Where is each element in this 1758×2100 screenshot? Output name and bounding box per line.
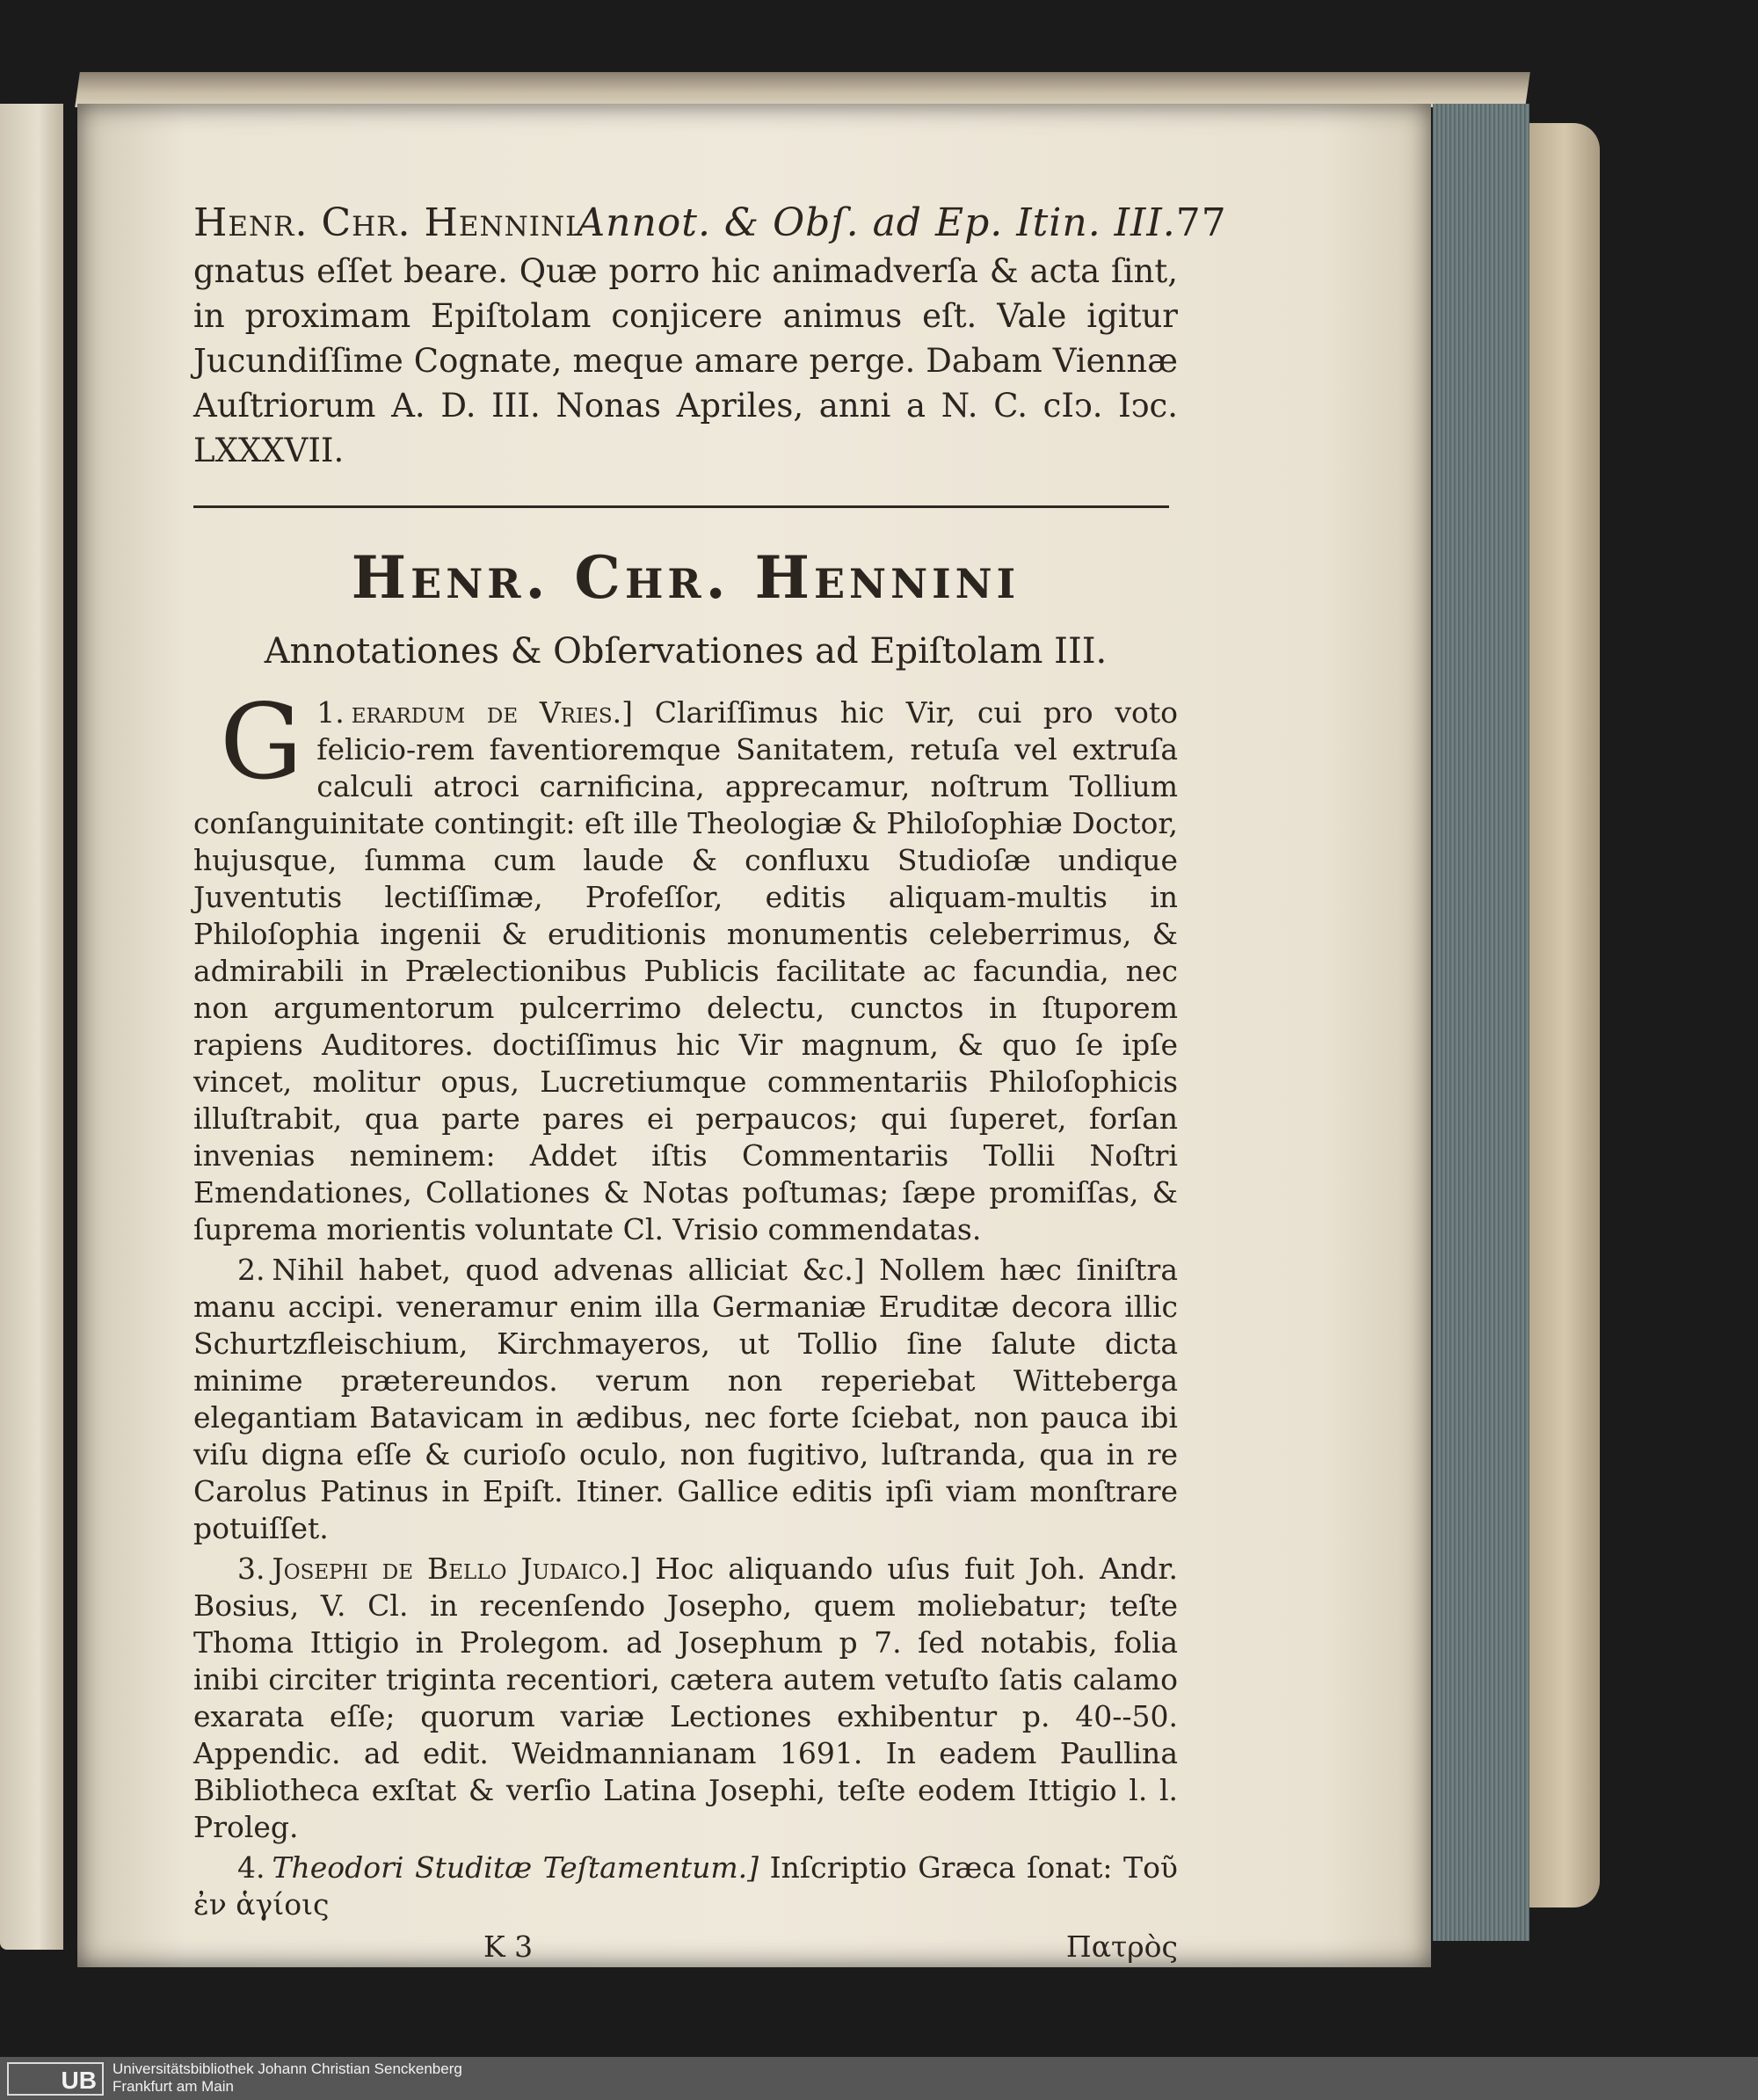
page-top-edge xyxy=(75,72,1530,107)
annotation-3 xyxy=(193,1551,1178,1846)
fore-edge xyxy=(1433,104,1529,1941)
annotation-2 xyxy=(193,1252,1178,1547)
annotation-lemma: Nihil habet, quod advenas alliciat &c.] xyxy=(272,1253,865,1287)
section-rule xyxy=(193,505,1169,508)
annotation-number: 2. xyxy=(237,1253,265,1287)
page-footer xyxy=(193,1929,1178,1966)
annotation-number: 3. xyxy=(237,1551,265,1586)
book-cover-board xyxy=(1529,123,1600,1907)
page-content xyxy=(193,200,1227,1966)
library-name-line-1: Universitätsbibliothek Johann Christian Senckenberg xyxy=(113,2060,462,2077)
running-head-title: Annot. & Obſ. ad Ep. Itin. III. xyxy=(577,200,1176,245)
annotation-4 xyxy=(193,1849,1178,1923)
annotation-text: Hoc aliquando uſus fuit Joh. Andr. Bosius, V. Cl. in recenſendo Josepho, quem moliebatur; teſte Thoma Ittigio in Prolegom. ad Josephum p 7. ſed notabis, folia inibi circiter triginta recentiori, cætera autem vetuſto ſatis calamo exarata eſſe; quorum variæ Lectiones exhibentur p. 40--50. Appendic. ad edit. Weidmannianam 1691. In eadem Paullina Bibliotheca exſtat & verſio Latina Josephi, teſte eodem Ittigio l. l. Proleg. xyxy=(193,1551,1178,1844)
library-footer-bar xyxy=(0,2057,1758,2100)
annotations xyxy=(193,681,1178,1966)
catchword: Πατρὸς xyxy=(1065,1929,1178,1964)
library-name xyxy=(113,2060,462,2096)
page-number: 77 xyxy=(1175,200,1227,245)
annotation-number: 1. xyxy=(316,695,345,730)
annotation-lemma: erardum de Vries.] xyxy=(351,695,633,730)
annotation-lemma: Josephi de Bello Judaico.] xyxy=(272,1551,642,1586)
signature-mark: K 3 xyxy=(483,1929,534,1964)
running-head-author: Henr. Chr. Hennini xyxy=(193,200,578,245)
library-logo: UB xyxy=(7,2062,104,2096)
running-head xyxy=(193,200,1227,245)
annotation-text: Inſcriptio Græca ſonat: Τοῦ ἐν ἁγίοις xyxy=(193,1850,1178,1922)
section-heading: Henr. Chr. Hennini xyxy=(351,543,1021,612)
library-name-line-2: Frankfurt am Main xyxy=(113,2078,234,2095)
closing-paragraph: gnatus eſſet beare. Quæ porro hic animadverſa & acta ſint, in proximam Epiſtolam conjicere animus eſt. Vale igitur Jucundiſſime Cognate, meque amare perge. Dabam Viennæ Auſtriorum A. D. III. Nonas Apriles, anni a N. C. cIↄ. Iↄc. LXXXVII. xyxy=(193,252,1178,469)
annotation-text: Nollem hæc ſiniſtra manu accipi. veneramur enim illa Germaniæ Eruditæ decora illic Schurtzfleischium, Kirchmayeros, ut Tollio ſine ſalute dicta minime prætereundos. verum non reperiebat Witteberga elegantiam Batavicam in ædibus, nec forte ſciebat, non pauca ibi viſu digna eſſe & curioſo oculo, non fugitivo, luſtranda, qua in re Carolus Patinus in Epiſt. Itiner. Gallice editis ipſi viam monſtrare potuiſſet. xyxy=(193,1253,1178,1545)
left-page-edge xyxy=(0,104,63,1950)
annotation-number: 4. xyxy=(237,1850,265,1885)
annotation-1 xyxy=(193,681,1178,1248)
annotation-text: Clariſſimus hic Vir, cui pro voto felicio-rem faventioremque Sanitatem, retuſa vel extruſa calculi atroci carnificina, apprecamur, noſtrum Tollium conſanguinitate contingit: eſt ille Theologiæ & Philoſophiæ Doctor, hujusque, ſumma cum laude & confluxu Studioſæ undique Juventutis lectiſſimæ, Profeſſor, editis aliquam-multis in Philoſophia ingenii & eruditionis monumentis celeberrimus, & admirabili in Prælectionibus Publicis facilitate ac facundia, nec non argumentorum pulcerrimo delectu, cunctos in ſtuporem rapiens Auditores. doctiſſimus hic Vir magnum, & quo ſe ipſe vincet, molitur opus, Lucretiumque commentariis Philoſophicis illuſtrabit, qua parte pares ei perpaucos; qui ſuperet, forſan invenias neminem: Addet iſtis Commentariis Tollii Noſtri Emendationes, Collationes & Notas poſtumas; ſæpe promiſſas, & ſuprema morientis voluntate Cl. Vrisio commendatas. xyxy=(193,695,1178,1246)
section-subheading: Annotationes & Obſervationes ad Epiſtolam III. xyxy=(264,631,1108,672)
annotation-lemma: Theodori Studitæ Teſtamentum.] xyxy=(272,1850,759,1885)
drop-cap: G xyxy=(220,681,303,803)
